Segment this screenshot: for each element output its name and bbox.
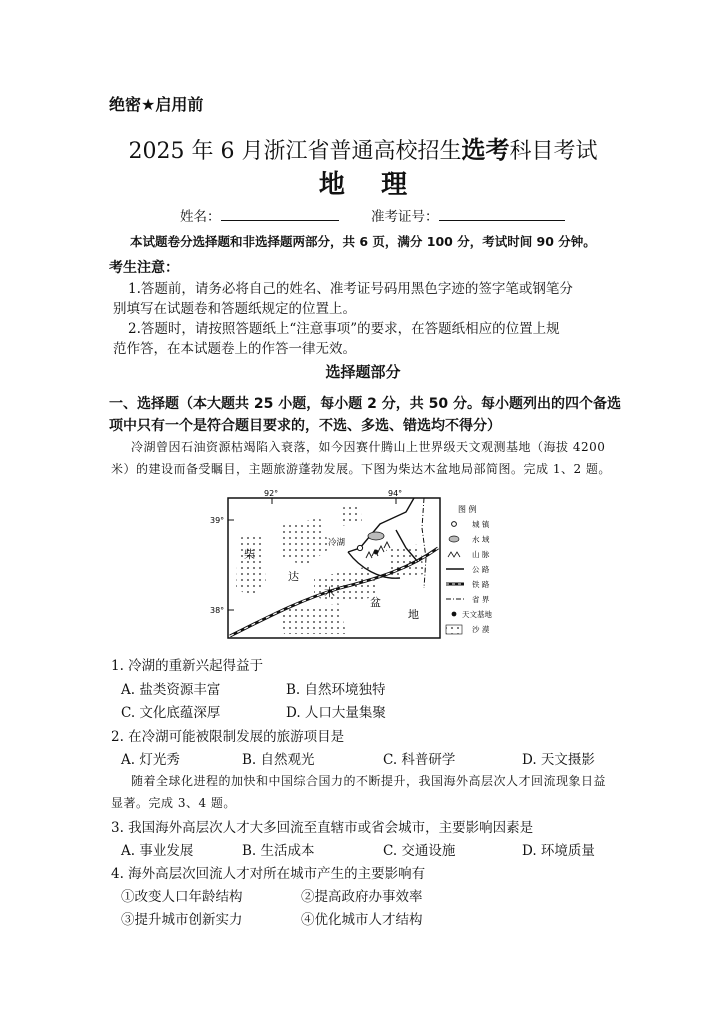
q2-option-c: C. 科普研学 <box>383 752 456 768</box>
legend-border: 省 界 <box>472 595 490 604</box>
lat-38-label: 38° <box>210 606 225 615</box>
exam-title-prefix: 2025 年 6 月浙江省普通高校招生 <box>128 139 462 164</box>
desert-area-south <box>280 604 346 634</box>
passage-1-line-2: 米）的建设而备受瞩目，主题旅游蓬勃发展。下图为柴达木盆地局部简图。完成 1、2 题。 <box>111 462 611 476</box>
q3-stem: 3. 我国海外高层次人才大多回流至直辖市或省会城市，主要影响因素是 <box>111 820 534 836</box>
basin-char-3: 木 <box>324 586 335 599</box>
section-title: 选择题部分 <box>325 363 401 381</box>
basin-char-5: 地 <box>408 608 419 621</box>
q3-option-d: D. 环境质量 <box>522 843 595 859</box>
legend-mountain-icon <box>448 552 460 557</box>
legend-town: 城 镇 <box>472 520 490 529</box>
q2-option-d: D. 天文摄影 <box>522 752 595 768</box>
legend-water-icon <box>449 536 459 542</box>
legend-railway: 铁 路 <box>472 580 490 589</box>
legend-desert: 沙 漠 <box>472 625 490 634</box>
q4-option-2: ②提高政府办事效率 <box>301 889 423 905</box>
legend-water: 水 域 <box>472 535 490 544</box>
basin-char-1: 柴 <box>244 548 255 561</box>
confidential-label: 绝密★启用前 <box>109 95 204 114</box>
q4-option-3: ③提升城市创新实力 <box>121 912 243 928</box>
passage-2-line-2: 显著。完成 3、4 题。 <box>111 796 236 810</box>
legend-astro-base: 天文基地 <box>462 610 492 619</box>
lat-39-label: 39° <box>210 516 225 525</box>
legend-mountain: 山 脉 <box>472 550 490 559</box>
name-blank <box>221 219 339 221</box>
basin-char-2: 达 <box>288 570 299 583</box>
q4-option-4: ④优化城市人才结构 <box>301 912 423 928</box>
q1-stem: 1. 冷湖的重新兴起得益于 <box>111 658 264 674</box>
q1-option-b: B. 自然环境独特 <box>286 682 386 698</box>
legend-title: 图 例 <box>458 505 477 514</box>
notice-heading: 考生注意： <box>109 260 179 276</box>
notice-item-2-line-1: 2.答题时，请按照答题纸上“注意事项”的要求，在答题纸相应的位置上规 <box>128 321 560 337</box>
notice-item-1-line-1: 1.答题前，请务必将自己的姓名、准考证号码用黑色字迹的签字笔或钢笔分 <box>128 281 573 297</box>
exam-title <box>0 130 726 165</box>
q4-option-1: ①改变人口年龄结构 <box>121 889 243 905</box>
qaidam-basin-map <box>210 488 510 644</box>
q2-option-a: A. 灯光秀 <box>121 752 180 768</box>
q1-option-d: D. 人口大量集聚 <box>286 705 386 721</box>
q2-option-b: B. 自然观光 <box>242 752 315 768</box>
legend-town-icon <box>452 522 457 527</box>
name-field <box>180 205 339 225</box>
q1-option-a: A. 盐类资源丰富 <box>121 682 221 698</box>
lenghu-label: 冷湖 <box>328 538 346 548</box>
lake <box>368 532 384 540</box>
lon-92-label: 92° <box>264 489 279 498</box>
q2-stem: 2. 在冷湖可能被限制发展的旅游项目是 <box>111 729 345 745</box>
legend-highway: 公 路 <box>472 565 490 574</box>
exam-number-label: 准考证号： <box>371 209 439 225</box>
passage-1-line-1: 冷湖曾因石油资源枯竭陷入衰落，如今因赛什腾山上世界级天文观测基地（海拔 4200 <box>131 440 606 454</box>
q3-option-a: A. 事业发展 <box>121 843 194 859</box>
lenghu-town-marker <box>357 545 362 550</box>
exam-number-blank <box>439 219 565 221</box>
part1-heading-line-2: 项中只有一个是符合题目要求的，不选、多选、错选均不得分） <box>109 418 501 434</box>
q1-option-c: C. 文化底蕴深厚 <box>121 705 221 721</box>
q4-stem: 4. 海外高层次回流人才对所在城市产生的主要影响有 <box>111 866 426 882</box>
legend-astro-base-icon <box>452 612 457 617</box>
exam-number-field <box>371 205 565 225</box>
astronomical-base-marker <box>374 550 379 555</box>
part1-heading-line-1: 一、选择题（本大题共 25 小题，每小题 2 分，共 50 分。每小题列出的四个备选 <box>109 396 621 412</box>
exam-title-suffix: 科目考试 <box>509 139 598 164</box>
notice-item-2-line-2: 范作答，在本试题卷上的作答一律无效。 <box>113 341 356 357</box>
exam-title-highlight: 选考 <box>461 136 510 164</box>
name-label: 姓名： <box>180 209 221 225</box>
passage-2-line-1: 随着全球化进程的加快和中国综合国力的不断提升，我国海外高层次人才回流现象日益 <box>131 774 607 788</box>
basin-char-4: 盆 <box>370 596 381 609</box>
subject-title: 地 理 <box>318 170 408 200</box>
notice-item-1-line-2: 别填写在试题卷和答题纸规定的位置上。 <box>113 301 356 317</box>
exam-info: 本试题卷分选择题和非选择题两部分，共 6 页，满分 100 分，考试时间 90 分钟。 <box>130 234 596 249</box>
q3-option-b: B. 生活成本 <box>242 843 315 859</box>
lon-94-label: 94° <box>388 489 403 498</box>
q3-option-c: C. 交通设施 <box>383 843 456 859</box>
legend-desert-icon <box>446 625 462 634</box>
